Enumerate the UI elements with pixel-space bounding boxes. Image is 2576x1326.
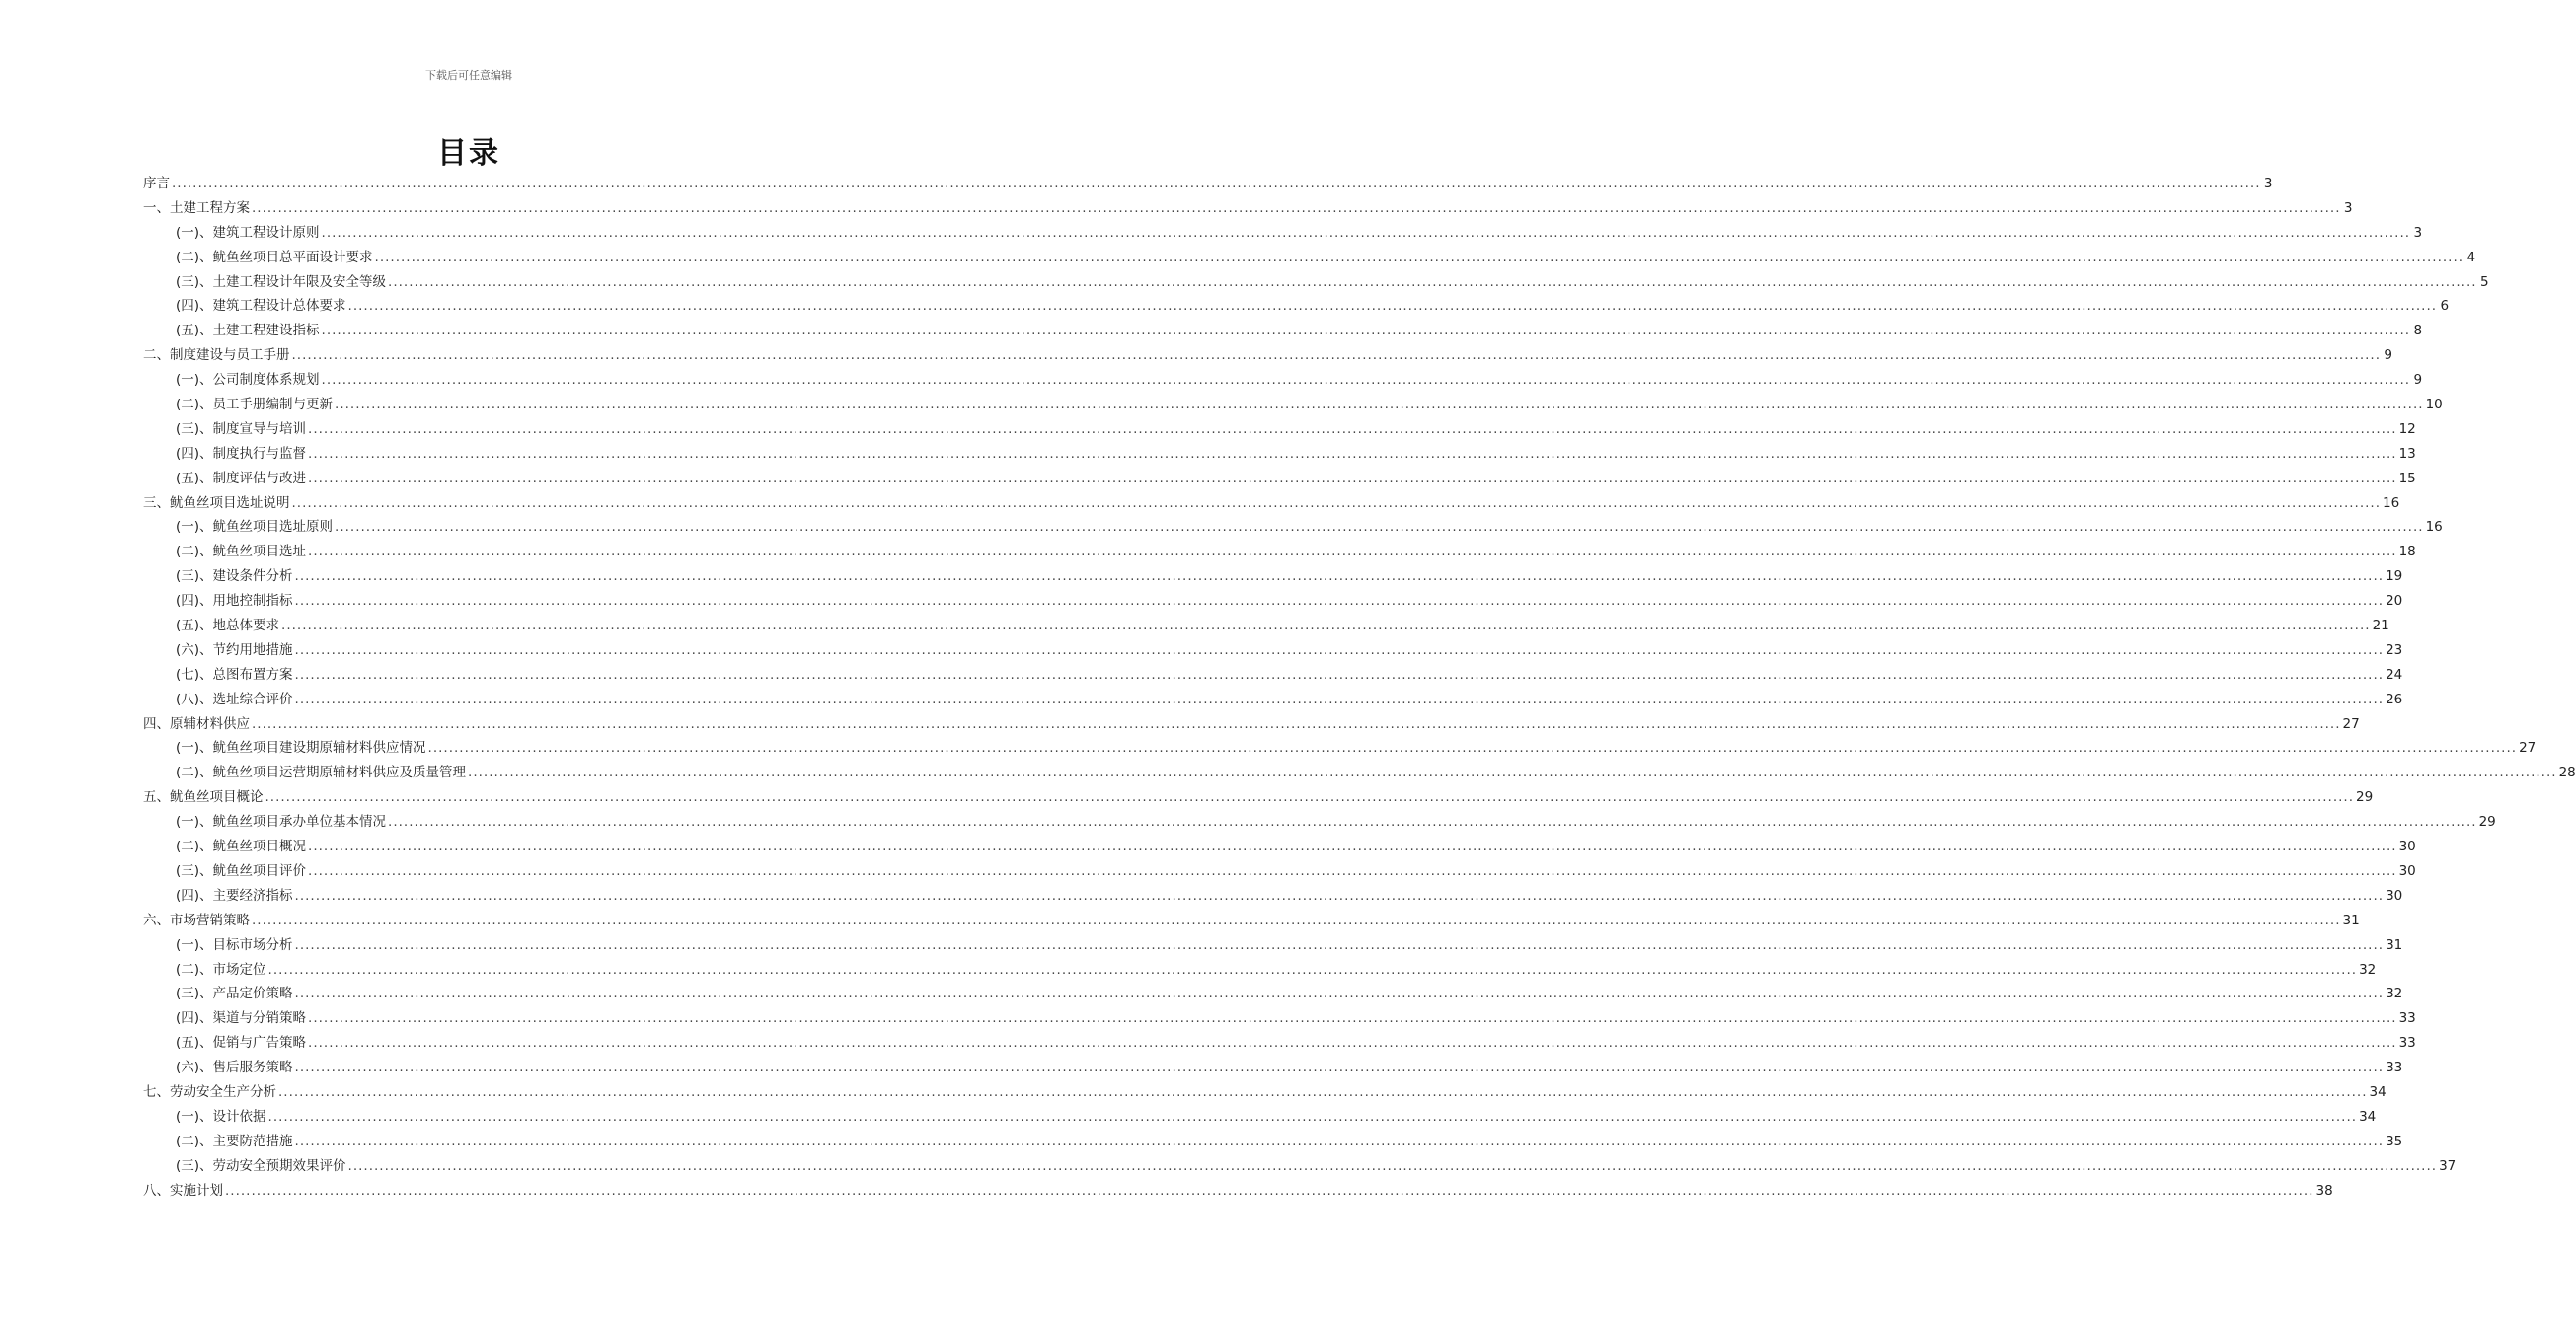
toc-dot-leader: ................................................................................................................................................................................................................................................................................................................................................................................................................	[294, 666, 2385, 683]
toc-page-number: 4	[2466, 249, 2476, 265]
toc-page-number: 32	[2386, 986, 2403, 1002]
toc-dot-leader: ................................................................................................................................................................................................................................................................................................................................................................................................................	[294, 691, 2385, 707]
toc-page-number: 15	[2398, 470, 2416, 486]
toc-subentry[interactable]	[143, 221, 2423, 246]
toc-dot-leader: ................................................................................................................................................................................................................................................................................................................................................................................................................	[321, 224, 2411, 241]
toc-page-number: 23	[2386, 641, 2403, 658]
toc-page-number: 26	[2386, 691, 2403, 707]
toc-page-number: 18	[2398, 544, 2416, 560]
toc-dot-leader: ................................................................................................................................................................................................................................................................................................................................................................................................................	[294, 641, 2385, 658]
toc-entry-label: (三)、土建工程设计年限及安全等级	[176, 273, 387, 290]
toc-dot-leader: ................................................................................................................................................................................................................................................................................................................................................................................................................	[427, 740, 2518, 757]
toc-entry-label: (四)、建筑工程设计总体要求	[176, 298, 346, 315]
toc-subentry[interactable]	[143, 417, 2416, 442]
toc-dot-leader: ................................................................................................................................................................................................................................................................................................................................................................................................................	[347, 298, 2438, 315]
toc-subentry[interactable]	[143, 1154, 2457, 1179]
toc-dot-leader: ................................................................................................................................................................................................................................................................................................................................................................................................................	[294, 568, 2385, 585]
toc-page-number: 37	[2439, 1157, 2457, 1174]
toc-entry-label: (六)、节约用地措施	[176, 641, 293, 658]
toc-page-number: 3	[2263, 176, 2273, 191]
toc-page-number: 30	[2386, 887, 2403, 904]
toc-subentry[interactable]	[143, 761, 2576, 785]
toc-page-number: 20	[2386, 593, 2403, 610]
toc-entry[interactable]	[143, 196, 2353, 221]
toc-page-number: 38	[2315, 1182, 2333, 1199]
toc-dot-leader: ................................................................................................................................................................................................................................................................................................................................................................................................................	[374, 249, 2464, 265]
toc-entry-label: (一)、鱿鱼丝项目承办单位基本情况	[176, 814, 387, 831]
toc-subentry[interactable]	[143, 688, 2403, 712]
toc-entry[interactable]	[143, 172, 2273, 196]
toc-subentry[interactable]	[143, 393, 2443, 417]
toc-dot-leader: ................................................................................................................................................................................................................................................................................................................................................................................................................	[308, 544, 2397, 560]
toc-dot-leader: ................................................................................................................................................................................................................................................................................................................................................................................................................	[294, 887, 2385, 904]
toc-subentry[interactable]	[143, 982, 2403, 1006]
toc-entry-label: (四)、渠道与分销策略	[176, 1010, 307, 1027]
toc-entry-label: 八、实施计划	[143, 1182, 223, 1199]
toc-page-number: 3	[2343, 199, 2353, 216]
toc-subentry[interactable]	[143, 1031, 2416, 1056]
toc-page-number: 33	[2398, 1010, 2416, 1027]
toc-subentry[interactable]	[143, 736, 2537, 761]
toc-subentry[interactable]	[143, 638, 2403, 663]
toc-dot-leader: ................................................................................................................................................................................................................................................................................................................................................................................................................	[308, 862, 2397, 879]
toc-page-number: 10	[2425, 397, 2443, 413]
toc-entry-label: (二)、鱿鱼丝项目选址	[176, 544, 307, 560]
toc-dot-leader: ................................................................................................................................................................................................................................................................................................................................................................................................................	[308, 445, 2397, 462]
toc-dot-leader: ................................................................................................................................................................................................................................................................................................................................................................................................................	[294, 936, 2385, 953]
toc-subentry[interactable]	[143, 319, 2423, 343]
toc-dot-leader: ................................................................................................................................................................................................................................................................................................................................................................................................................	[294, 986, 2385, 1002]
toc-page-number: 9	[2384, 347, 2393, 364]
toc-subentry[interactable]	[143, 663, 2403, 688]
toc-page-number: 29	[2478, 814, 2496, 831]
toc-entry[interactable]	[143, 491, 2400, 516]
toc-page-number: 19	[2386, 568, 2403, 585]
toc-entry-label: (二)、主要防范措施	[176, 1133, 293, 1149]
toc-entry-label: (一)、设计依据	[176, 1108, 266, 1125]
toc-entry-label: (五)、制度评估与改进	[176, 470, 307, 486]
toc-dot-leader: ................................................................................................................................................................................................................................................................................................................................................................................................................	[321, 323, 2411, 339]
toc-page-number: 35	[2386, 1133, 2403, 1149]
toc-dot-leader: ................................................................................................................................................................................................................................................................................................................................................................................................................	[308, 1035, 2397, 1052]
toc-dot-leader: ................................................................................................................................................................................................................................................................................................................................................................................................................	[267, 1108, 2358, 1125]
toc-page-number: 33	[2398, 1035, 2416, 1052]
toc-subentry[interactable]	[143, 810, 2496, 835]
toc-entry[interactable]	[143, 1179, 2333, 1204]
toc-dot-leader: ................................................................................................................................................................................................................................................................................................................................................................................................................	[265, 789, 2355, 806]
toc-page-number: 30	[2398, 862, 2416, 879]
toc-entry-label: (四)、用地控制指标	[176, 593, 293, 610]
toc-page-number: 16	[2383, 494, 2400, 511]
toc-entry-label: (一)、鱿鱼丝项目选址原则	[176, 519, 334, 536]
toc-subentry[interactable]	[143, 564, 2403, 589]
toc-subentry[interactable]	[143, 859, 2416, 884]
page-title: 目录	[437, 136, 500, 171]
toc-page-number: 13	[2398, 445, 2416, 462]
toc-entry-label: 七、劳动安全生产分析	[143, 1083, 276, 1100]
toc-dot-leader: ................................................................................................................................................................................................................................................................................................................................................................................................................	[278, 1083, 2368, 1100]
toc-entry-label: (二)、鱿鱼丝项目概况	[176, 839, 307, 855]
toc-subentry[interactable]	[143, 1105, 2377, 1130]
toc-subentry[interactable]	[143, 467, 2416, 491]
toc-entry-label: (一)、目标市场分析	[176, 936, 293, 953]
toc-entry-label: (三)、建设条件分析	[176, 568, 293, 585]
toc-subentry[interactable]	[143, 515, 2443, 540]
toc-page-number: 33	[2386, 1060, 2403, 1076]
toc-page-number: 34	[2359, 1108, 2377, 1125]
toc-entry-label: 三、鱿鱼丝项目选址说明	[143, 494, 290, 511]
toc-page-number: 9	[2413, 372, 2423, 389]
toc-page-number: 5	[2479, 273, 2489, 290]
toc-dot-leader: ................................................................................................................................................................................................................................................................................................................................................................................................................	[308, 839, 2397, 855]
toc-dot-leader: ................................................................................................................................................................................................................................................................................................................................................................................................................	[225, 1182, 2314, 1199]
toc-entry-label: (八)、选址综合评价	[176, 691, 293, 707]
toc-page-number: 32	[2359, 961, 2377, 978]
toc-subentry[interactable]	[143, 540, 2416, 564]
toc-page-number: 29	[2356, 789, 2374, 806]
toc-page-number: 24	[2386, 666, 2403, 683]
toc-dot-leader: ................................................................................................................................................................................................................................................................................................................................................................................................................	[388, 273, 2477, 290]
toc-entry-label: (一)、建筑工程设计原则	[176, 224, 320, 241]
toc-entry-label: (二)、市场定位	[176, 961, 266, 978]
toc-entry[interactable]	[143, 343, 2393, 368]
toc-entry[interactable]	[143, 909, 2360, 933]
toc-dot-leader: ................................................................................................................................................................................................................................................................................................................................................................................................................	[321, 372, 2411, 389]
toc-dot-leader: ................................................................................................................................................................................................................................................................................................................................................................................................................	[252, 912, 2341, 928]
toc-dot-leader: ................................................................................................................................................................................................................................................................................................................................................................................................................	[335, 519, 2424, 536]
toc-page-number: 16	[2425, 519, 2443, 536]
toc-page-number: 21	[2372, 618, 2389, 634]
toc-entry-label: 一、土建工程方案	[143, 199, 250, 216]
toc-entry-label: 四、原辅材料供应	[143, 715, 250, 732]
toc-entry-label: 六、市场营销策略	[143, 912, 250, 928]
toc-dot-leader: ................................................................................................................................................................................................................................................................................................................................................................................................................	[294, 593, 2385, 610]
toc-entry-label: (二)、鱿鱼丝项目运营期原辅材料供应及质量管理	[176, 765, 467, 781]
toc-subentry[interactable]	[143, 270, 2489, 295]
toc-entry-label: (五)、地总体要求	[176, 618, 280, 634]
toc-dot-leader: ................................................................................................................................................................................................................................................................................................................................................................................................................	[172, 176, 2261, 191]
header-note: 下载后可任意编辑	[425, 69, 512, 82]
toc-dot-leader: ................................................................................................................................................................................................................................................................................................................................................................................................................	[335, 397, 2424, 413]
toc-entry-label: (三)、制度宣导与培训	[176, 420, 307, 437]
toc-entry-label: (七)、总图布置方案	[176, 666, 293, 683]
toc-entry[interactable]	[143, 1080, 2387, 1105]
toc-entry-label: (四)、制度执行与监督	[176, 445, 307, 462]
toc-dot-leader: ................................................................................................................................................................................................................................................................................................................................................................................................................	[308, 1010, 2397, 1027]
toc-entry-label: (五)、促销与广告策略	[176, 1035, 307, 1052]
toc-entry-label: 二、制度建设与员工手册	[143, 347, 290, 364]
toc-subentry[interactable]	[143, 933, 2403, 958]
toc-page-number: 27	[2342, 715, 2360, 732]
toc-subentry[interactable]	[143, 958, 2377, 983]
toc-subentry[interactable]	[143, 884, 2403, 909]
toc-entry-label: (五)、土建工程建设指标	[176, 323, 320, 339]
toc-dot-leader: ................................................................................................................................................................................................................................................................................................................................................................................................................	[267, 961, 2358, 978]
toc-entry-label: (三)、鱿鱼丝项目评价	[176, 862, 307, 879]
toc-entry-label: (二)、员工手册编制与更新	[176, 397, 334, 413]
toc-dot-leader: ................................................................................................................................................................................................................................................................................................................................................................................................................	[308, 420, 2397, 437]
toc-page-number: 34	[2369, 1083, 2387, 1100]
toc-subentry[interactable]	[143, 246, 2476, 270]
toc-dot-leader: ................................................................................................................................................................................................................................................................................................................................................................................................................	[252, 199, 2341, 216]
toc-page-number: 28	[2558, 765, 2576, 781]
toc-dot-leader: ................................................................................................................................................................................................................................................................................................................................................................................................................	[252, 715, 2341, 732]
toc-page-number: 27	[2519, 740, 2537, 757]
toc-entry-label: (三)、劳动安全预期效果评价	[176, 1157, 346, 1174]
toc-subentry[interactable]	[143, 589, 2403, 614]
toc-subentry[interactable]	[143, 294, 2450, 319]
toc-dot-leader: ................................................................................................................................................................................................................................................................................................................................................................................................................	[294, 1060, 2385, 1076]
toc-entry-label: (六)、售后服务策略	[176, 1060, 293, 1076]
toc-page-number: 3	[2413, 224, 2423, 241]
toc-entry[interactable]	[143, 785, 2374, 810]
toc-page-number: 31	[2342, 912, 2360, 928]
toc-subentry[interactable]	[143, 835, 2416, 859]
toc-page-number: 12	[2398, 420, 2416, 437]
toc-entry-label: (二)、鱿鱼丝项目总平面设计要求	[176, 249, 373, 265]
toc-entry-label: (一)、鱿鱼丝项目建设期原辅材料供应情况	[176, 740, 426, 757]
toc-subentry[interactable]	[143, 1130, 2403, 1154]
toc-entry[interactable]	[143, 712, 2360, 737]
toc-dot-leader: ................................................................................................................................................................................................................................................................................................................................................................................................................	[281, 618, 2371, 634]
toc-entry-label: (四)、主要经济指标	[176, 887, 293, 904]
toc-entry-label: (三)、产品定价策略	[176, 986, 293, 1002]
toc-dot-leader: ................................................................................................................................................................................................................................................................................................................................................................................................................	[388, 814, 2477, 831]
toc-entry-label: 序言	[143, 176, 170, 191]
toc-dot-leader: ................................................................................................................................................................................................................................................................................................................................................................................................................	[468, 765, 2557, 781]
toc-subentry[interactable]	[143, 1056, 2403, 1080]
toc-dot-leader: ................................................................................................................................................................................................................................................................................................................................................................................................................	[347, 1157, 2438, 1174]
toc-page-number: 31	[2386, 936, 2403, 953]
toc-dot-leader: ................................................................................................................................................................................................................................................................................................................................................................................................................	[294, 1133, 2385, 1149]
toc-dot-leader: ................................................................................................................................................................................................................................................................................................................................................................................................................	[291, 347, 2382, 364]
toc-subentry[interactable]	[143, 1006, 2416, 1031]
toc-page-number: 6	[2440, 298, 2450, 315]
toc-dot-leader: ................................................................................................................................................................................................................................................................................................................................................................................................................	[291, 494, 2382, 511]
toc-page-number: 30	[2398, 839, 2416, 855]
toc-page-number: 8	[2413, 323, 2423, 339]
toc-entry-label: (一)、公司制度体系规划	[176, 372, 320, 389]
toc-entry-label: 五、鱿鱼丝项目概论	[143, 789, 264, 806]
toc-subentry[interactable]	[143, 368, 2423, 393]
toc-dot-leader: ................................................................................................................................................................................................................................................................................................................................................................................................................	[308, 470, 2397, 486]
toc-subentry[interactable]	[143, 442, 2416, 467]
toc-subentry[interactable]	[143, 614, 2389, 638]
table-of-contents	[143, 172, 2576, 1203]
